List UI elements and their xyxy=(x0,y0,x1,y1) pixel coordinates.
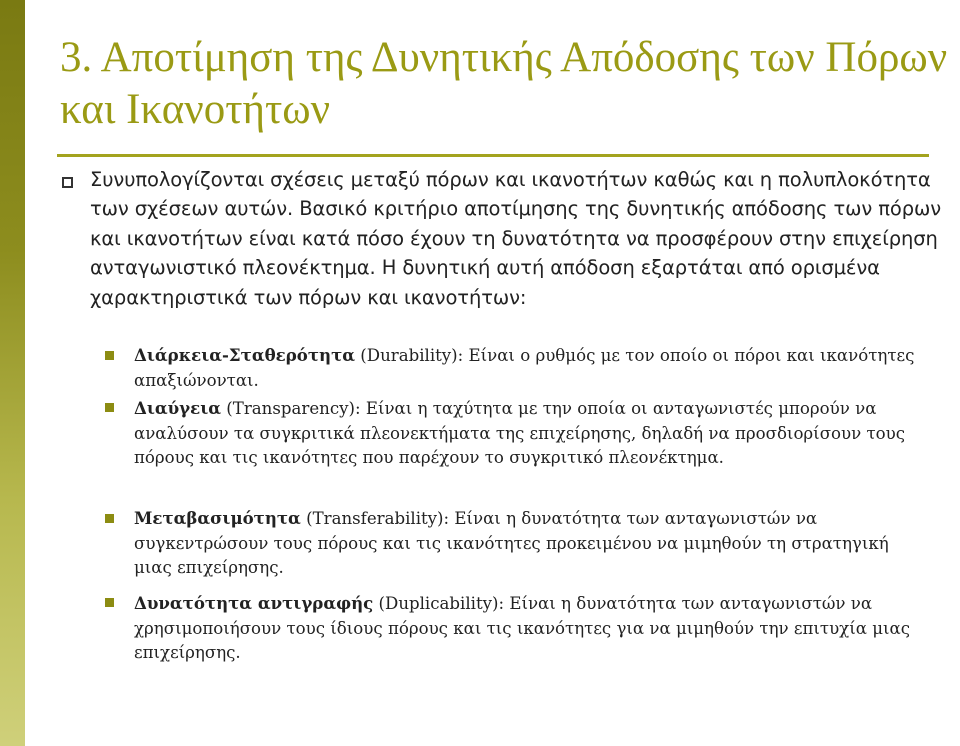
list-item xyxy=(134,506,924,581)
square-bullet-icon xyxy=(105,351,114,360)
list-item xyxy=(134,591,924,666)
main-point-text: Συνυπολογίζονται σχέσεις μεταξύ πόρων και ικανοτήτων καθώς και η πολυπλοκότητα των σχέσεων αυτών. Βασικό κριτήριο αποτίμησης της δυνητικής απόδοσης των πόρων και ικανοτήτων είναι κατά πόσο έχουν τη δυνατότητα να προσφέρουν στην επιχείρηση ανταγωνιστικό πλεονέκτημα. Η δυνητική αυτή απόδοση εξαρτάται από ορισμένα χαρακτηριστικά των πόρων και ικανοτήτων: xyxy=(90,168,942,309)
title-divider xyxy=(57,154,929,157)
list-item xyxy=(134,396,924,471)
hollow-square-bullet-icon xyxy=(62,177,73,188)
list-item xyxy=(134,343,924,393)
item-term: Διάρκεια-Σταθερότητα xyxy=(134,345,356,365)
item-description: (Duplicability): Είναι η δυνατότητα των ανταγωνιστών να χρησιμοποιήσουν τους ίδιους πόρους και τις ικανότητες για να μιμηθούν την επιτυχία μιας επιχείρησης. xyxy=(134,594,910,662)
item-description: (Durability): Είναι ο ρυθμός με τον οποίο οι πόροι και ικανότητες απαξιώνονται. xyxy=(134,346,915,390)
square-bullet-icon xyxy=(105,514,114,523)
side-accent-bar xyxy=(0,0,25,746)
square-bullet-icon xyxy=(105,598,114,607)
item-description: (Transparency): Είναι η ταχύτητα με την οποία οι ανταγωνιστές μπορούν να αναλύσουν τα συγκριτικά πλεονεκτήματα της επιχείρησης, δηλαδή να προσδιορίσουν τους πόρους και τις ικανότητες που παρέχουν το συγκριτικό πλεονέκτημα. xyxy=(134,399,906,467)
slide-title: 3. Αποτίμηση της Δυνητικής Απόδοσης των Πόρων και Ικανοτήτων xyxy=(60,34,948,133)
item-term: Μεταβασιμότητα xyxy=(134,508,301,528)
item-term: Δυνατότητα αντιγραφής xyxy=(134,593,374,613)
item-term: Διαύγεια xyxy=(134,398,222,418)
item-description: (Transferability): Είναι η δυνατότητα των ανταγωνιστών να συγκεντρώσουν τους πόρους και τις ικανότητες προκειμένου να μιμηθούν τη στρατηγική μιας επιχείρησης. xyxy=(134,509,889,577)
square-bullet-icon xyxy=(105,403,114,412)
